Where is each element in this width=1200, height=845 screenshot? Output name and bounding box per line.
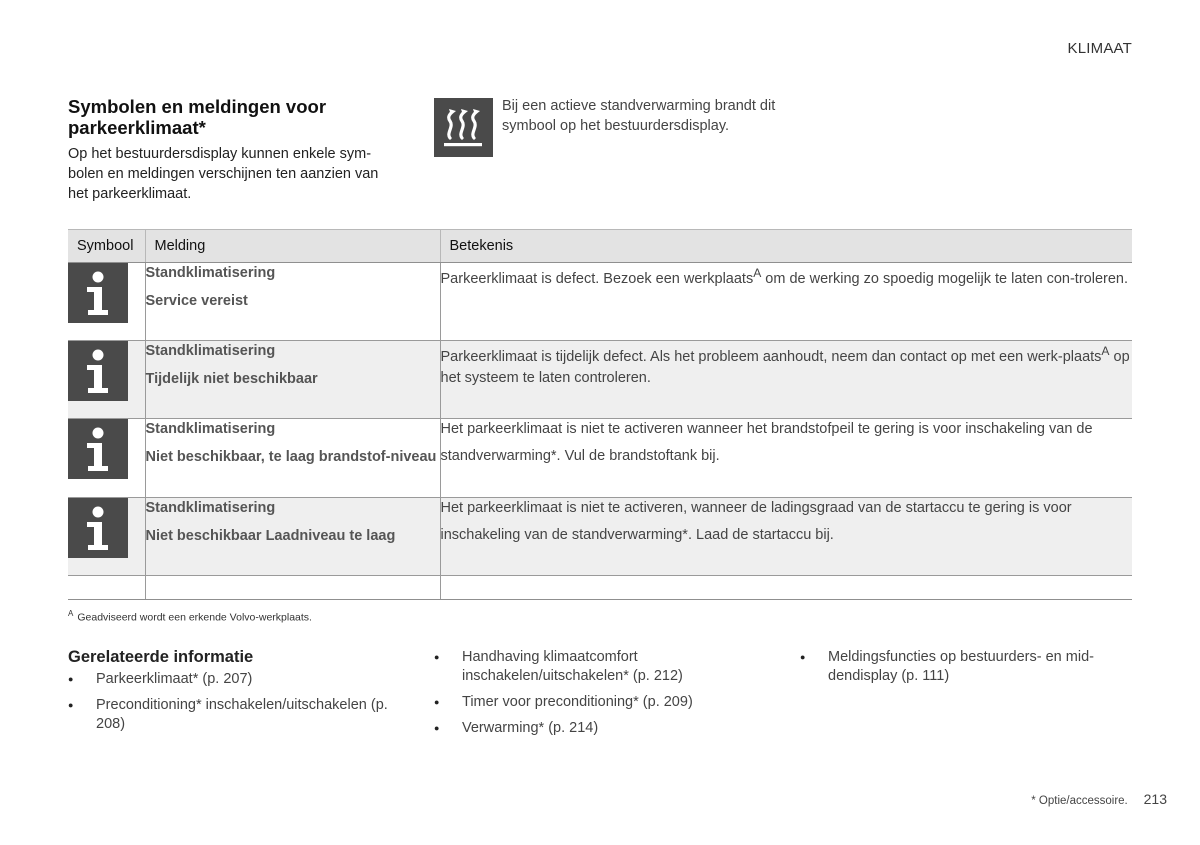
heat-waves-icon bbox=[434, 98, 493, 157]
related-list-col2 bbox=[434, 648, 754, 745]
page-number: 213 bbox=[1143, 791, 1167, 807]
symbol-cell bbox=[68, 419, 145, 498]
related-link[interactable]: ● Verwarming* (p. 214) bbox=[434, 719, 754, 738]
meaning-text: Het parkeerklimaat is niet te activeren wanneer het brandstofpeil te gering is voor inschakeling van de standverwarming*. Vul de brandstoftank bij. bbox=[440, 421, 1093, 464]
meaning-text: Parkeerklimaat is tijdelijk defect. Als het probleem aanhoudt, neem dan contact op met een werk-plaats bbox=[440, 348, 1102, 365]
symbol-cell bbox=[68, 341, 145, 419]
message-title: Standklimatisering bbox=[145, 343, 276, 359]
table-row bbox=[68, 419, 1132, 498]
symbol-cell bbox=[68, 263, 145, 341]
intro-text: Op het bestuurdersdisplay kunnen enkele sym-bolen en meldingen verschijnen ten aanzien van het parkeerklimaat. bbox=[68, 146, 379, 202]
option-note: * Optie/accessoire. bbox=[1031, 795, 1128, 807]
related-list-col1 bbox=[68, 670, 398, 741]
page-title: Symbolen en meldingen voor parkeerklimaat* bbox=[68, 96, 327, 138]
related-link[interactable]: ● Handhaving klimaatcomfort inschakelen/uitschakelen* (p. 212) bbox=[434, 648, 754, 686]
message-cell bbox=[145, 498, 440, 576]
related-info-title: Gerelateerde informatie bbox=[68, 648, 254, 666]
info-icon bbox=[68, 263, 128, 323]
meaning-text-cont: om de werking zo spoedig mogelijk te laten con-troleren. bbox=[761, 270, 1129, 287]
related-list-col3 bbox=[800, 648, 1120, 693]
footnote-ref: A bbox=[1101, 344, 1110, 358]
info-icon bbox=[68, 498, 128, 558]
table-empty-row bbox=[68, 576, 1132, 600]
page-footer bbox=[1031, 791, 1167, 807]
empty-cell bbox=[440, 576, 1132, 600]
meaning-cell bbox=[440, 498, 1132, 576]
message-title: Standklimatisering bbox=[145, 500, 276, 516]
message-cell bbox=[145, 341, 440, 419]
footnote-marker: A bbox=[68, 609, 74, 618]
empty-cell bbox=[145, 576, 440, 600]
message-detail: Niet beschikbaar, te laag brandstof-niveau bbox=[145, 449, 437, 465]
column-header-meaning: Betekenis bbox=[440, 230, 1132, 263]
table-row bbox=[68, 341, 1132, 419]
related-link[interactable]: ● Preconditioning* inschakelen/uitschakelen (p. 208) bbox=[68, 696, 398, 734]
message-title: Standklimatisering bbox=[145, 265, 276, 281]
message-detail: Service vereist bbox=[145, 293, 248, 309]
meaning-text-cont: op het systeem te laten controleren. bbox=[440, 348, 1130, 386]
table-header-row bbox=[68, 230, 1132, 263]
message-detail: Tijdelijk niet beschikbaar bbox=[145, 371, 318, 387]
footnote-ref: A bbox=[753, 266, 762, 280]
empty-cell bbox=[68, 576, 145, 600]
symbol-cell bbox=[68, 498, 145, 576]
related-link[interactable]: ● Parkeerklimaat* (p. 207) bbox=[68, 670, 398, 689]
section-label: KLIMAAT bbox=[1067, 40, 1132, 57]
table-row bbox=[68, 263, 1132, 341]
related-link[interactable]: ● Timer voor preconditioning* (p. 209) bbox=[434, 693, 754, 712]
footnote bbox=[68, 609, 312, 624]
message-cell bbox=[145, 419, 440, 498]
column-header-message: Melding bbox=[145, 230, 440, 263]
meaning-cell bbox=[440, 341, 1132, 419]
info-icon bbox=[68, 419, 128, 479]
table-row bbox=[68, 498, 1132, 576]
message-cell bbox=[145, 263, 440, 341]
intro-block bbox=[68, 96, 398, 204]
meaning-text: Parkeerklimaat is defect. Bezoek een werkplaats bbox=[440, 270, 754, 287]
hero-description: Bij een actieve standverwarming brandt dit symbool op het bestuurdersdisplay. bbox=[502, 98, 776, 134]
info-icon bbox=[68, 341, 128, 401]
message-detail: Niet beschikbaar Laadniveau te laag bbox=[145, 528, 396, 544]
footnote-text: Geadviseerd wordt een erkende Volvo-werkplaats. bbox=[77, 611, 312, 624]
symbol-table bbox=[68, 229, 1132, 600]
meaning-cell bbox=[440, 419, 1132, 498]
meaning-text: Het parkeerklimaat is niet te activeren, wanneer de ladingsgraad van de startaccu te gering is voor inschakeling van de standverwarming*. Laad de startaccu bij. bbox=[440, 500, 1072, 543]
meaning-cell bbox=[440, 263, 1132, 341]
related-link[interactable]: ● Meldingsfuncties op bestuurders- en mid-dendisplay (p. 111) bbox=[800, 648, 1120, 686]
column-header-symbol: Symbool bbox=[68, 230, 145, 263]
message-title: Standklimatisering bbox=[145, 421, 276, 437]
